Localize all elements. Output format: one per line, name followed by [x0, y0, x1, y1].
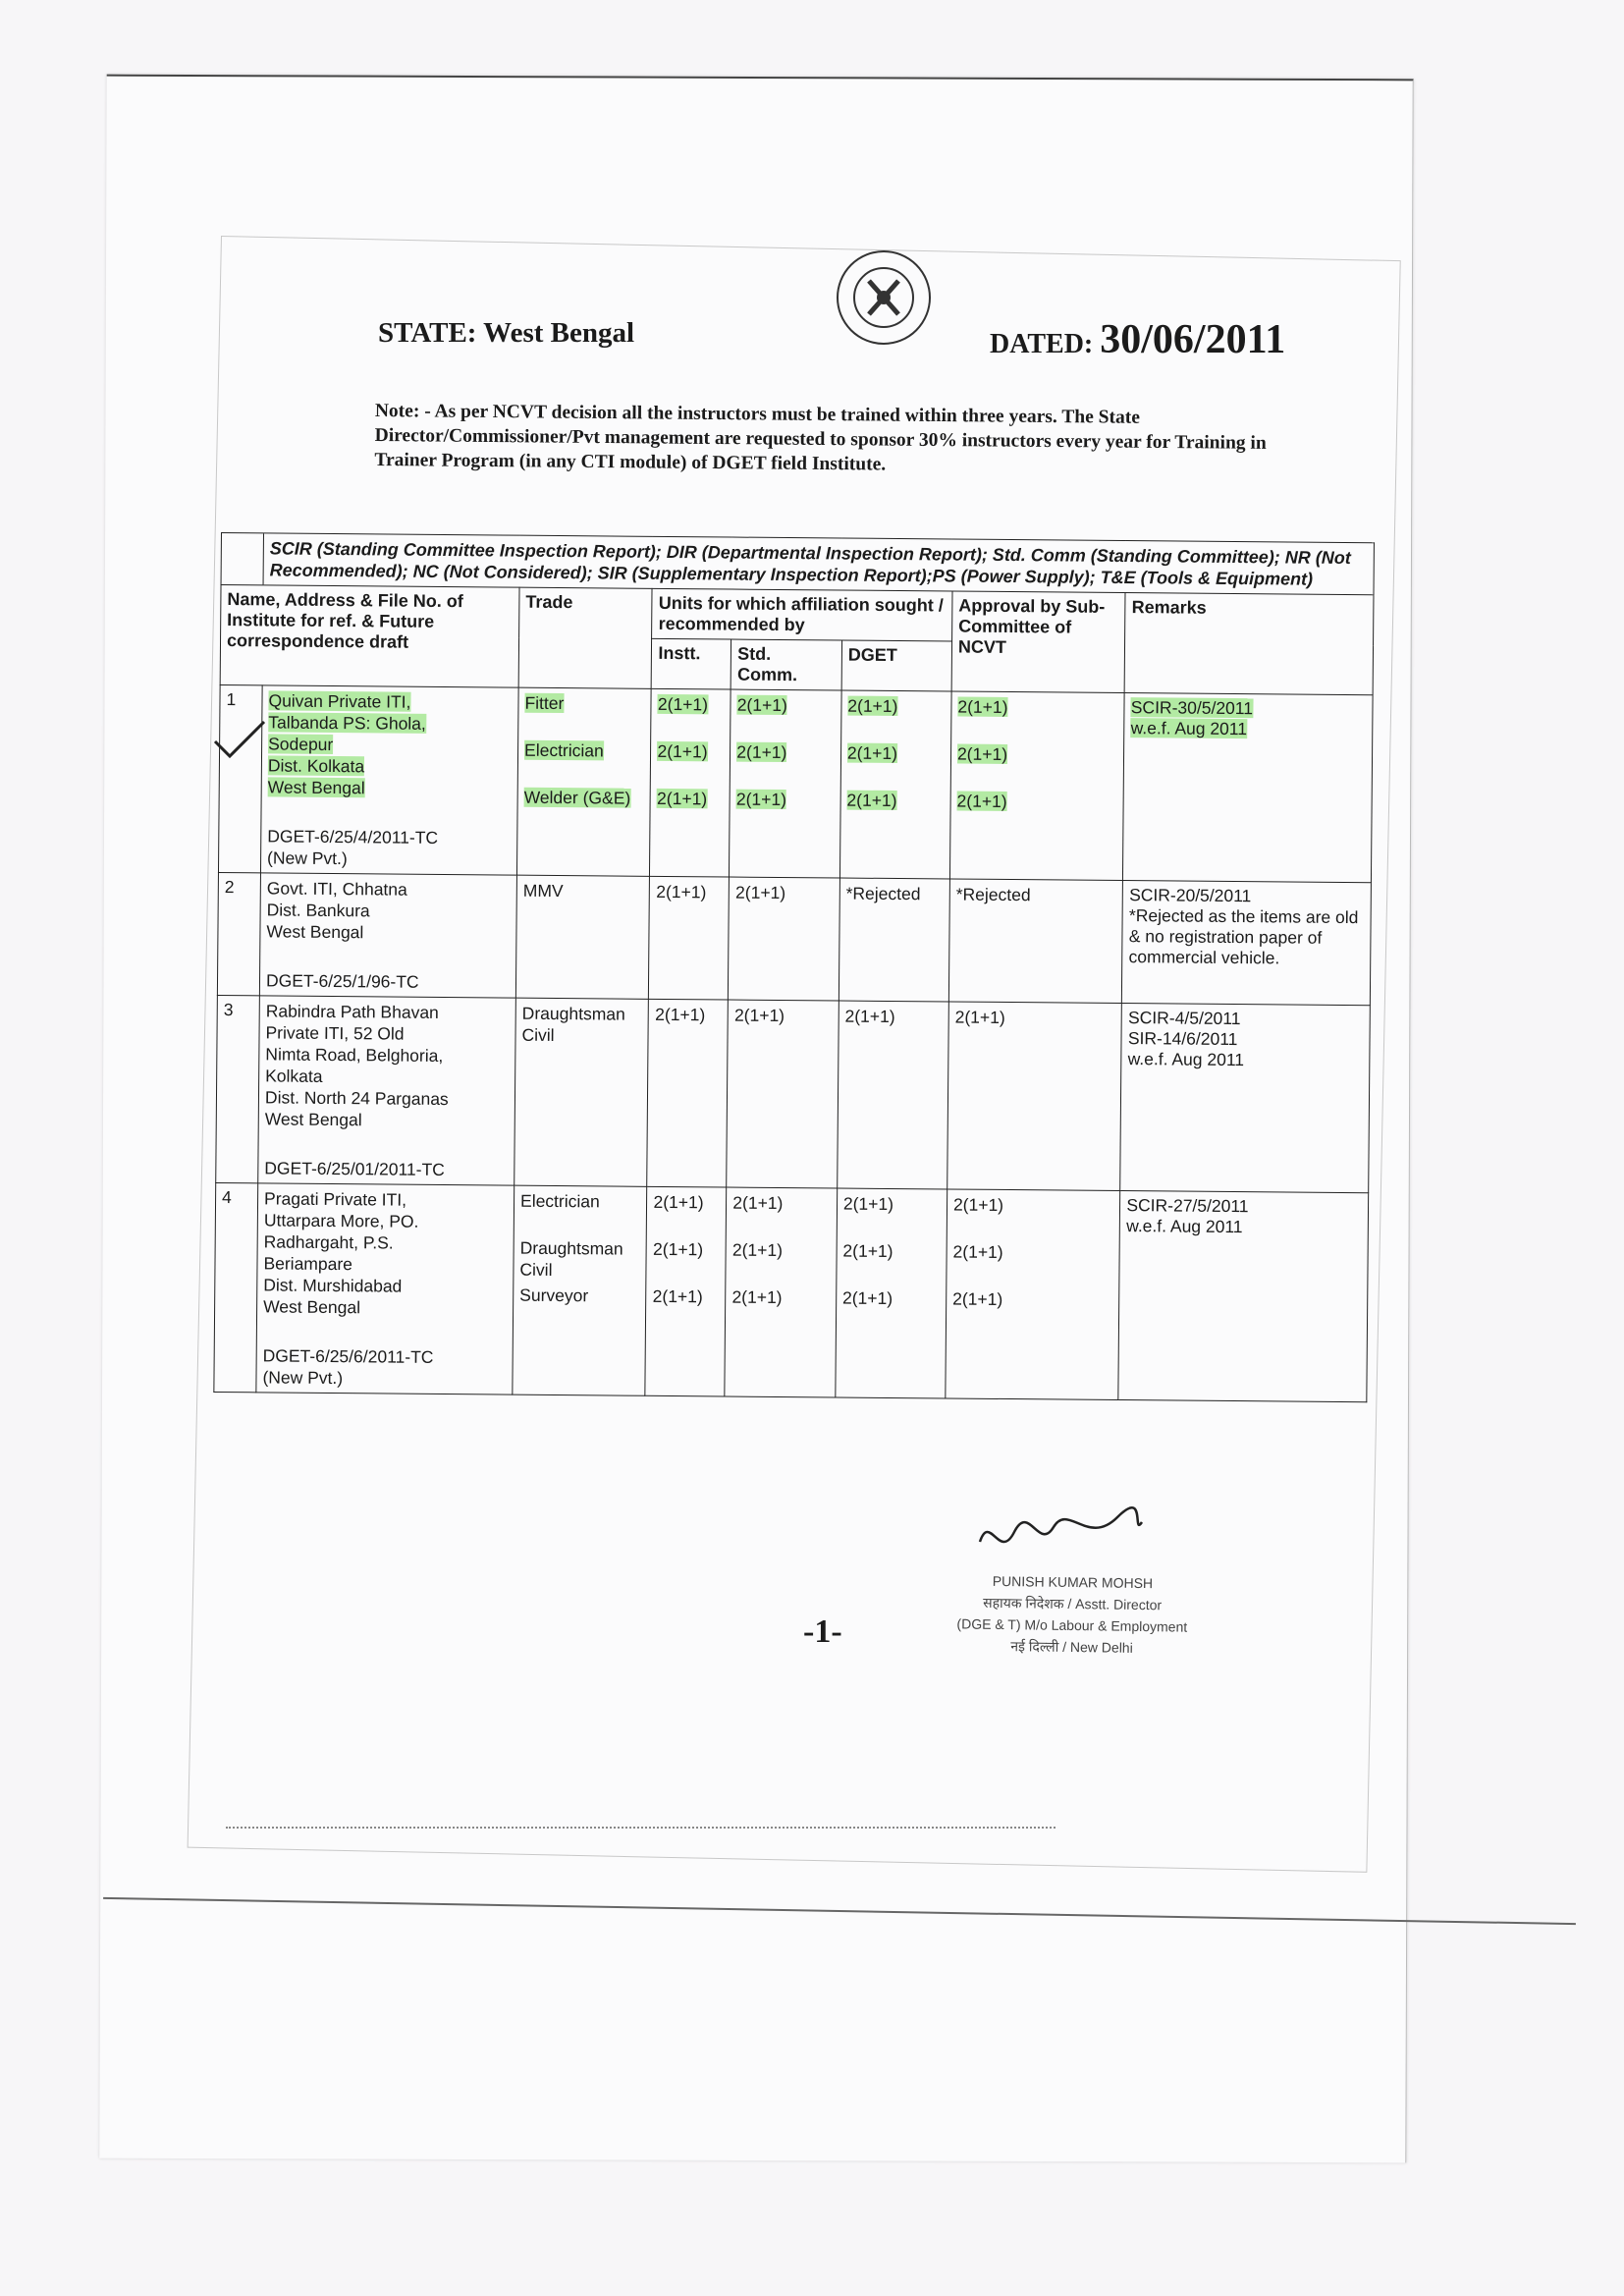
row-approval	[948, 879, 1122, 1004]
row-instt	[645, 1186, 727, 1396]
institute-line-text: West Bengal	[266, 921, 364, 943]
trade-value	[523, 880, 644, 928]
row-remarks	[1123, 693, 1373, 883]
institute-line	[264, 1230, 508, 1254]
institute-line-text: Beriampare	[263, 1253, 353, 1275]
institute-line-text: West Bengal	[267, 777, 365, 798]
file-number: DGET-6/25/6/2011-TC	[262, 1345, 434, 1367]
approval-text: 2(1+1)	[956, 791, 1007, 811]
stamp-ministry: (DGE & T) M/o Labour & Employment	[956, 1615, 1188, 1635]
dated-block	[990, 316, 1285, 363]
approval-value	[952, 1288, 1113, 1337]
institute-line	[268, 689, 512, 713]
std-text: 2(1+1)	[731, 1239, 784, 1261]
institute-line	[266, 920, 510, 944]
dget-value	[842, 1287, 941, 1336]
col-header-std: Std. Comm.	[731, 639, 841, 690]
instt-value	[657, 788, 724, 836]
officer-stamp	[885, 1568, 1259, 1660]
spacer	[266, 942, 510, 971]
row-trade	[514, 998, 649, 1186]
dget-text: *Rejected	[845, 883, 921, 904]
approval-value	[953, 1194, 1114, 1242]
divider	[226, 1827, 1056, 1829]
remark-text: SIR-14/6/2011	[1127, 1028, 1238, 1050]
remark-line	[1131, 697, 1367, 720]
instt-text: 2(1+1)	[657, 693, 709, 715]
std-text: 2(1+1)	[736, 694, 787, 716]
table-row	[218, 684, 1373, 882]
dget-text: 2(1+1)	[847, 695, 898, 717]
instt-text: 2(1+1)	[653, 1238, 704, 1260]
instt-value	[655, 1004, 722, 1052]
instt-value	[652, 1285, 719, 1334]
approval-value	[952, 1241, 1113, 1289]
std-value	[732, 1239, 831, 1287]
institute-line-text: West Bengal	[264, 1109, 362, 1130]
std-value	[736, 741, 835, 790]
table-row	[214, 1182, 1369, 1401]
instt-text: 2(1+1)	[652, 1285, 703, 1307]
row-dget	[839, 878, 949, 1002]
col-header-units: Units for which affiliation sought / recommended by	[652, 588, 952, 641]
instt-text: 2(1+1)	[657, 740, 708, 762]
trade-value	[520, 1190, 641, 1238]
remark-line	[1128, 905, 1364, 969]
row-trade	[513, 1185, 647, 1395]
trade-value	[524, 739, 645, 788]
instt-value	[653, 1238, 720, 1286]
instt-value	[656, 881, 723, 929]
page-number: -1-	[803, 1613, 842, 1650]
row-institute	[260, 685, 518, 875]
institute-line-text: Rabindra Path Bhavan	[265, 1001, 439, 1022]
trade-text: Surveyor	[519, 1285, 589, 1306]
row-instt	[647, 999, 728, 1187]
col-header-name: Name, Address & File No. of Institute for ref. & Future correspondence draft	[220, 585, 519, 688]
approval-text: *Rejected	[955, 884, 1031, 905]
file-number: DGET-6/25/01/2011-TC	[264, 1158, 445, 1180]
remark-line	[1128, 1008, 1364, 1030]
institute-line-text: Talbanda PS: Ghola,	[268, 712, 426, 734]
row-approval	[947, 1002, 1122, 1191]
dget-value	[845, 883, 944, 931]
institute-line	[265, 1043, 509, 1066]
row-institute	[259, 873, 516, 998]
institute-line-text: Nimta Road, Belghoria,	[265, 1044, 444, 1066]
col-header-instt: Instt.	[652, 638, 731, 689]
spacer	[264, 1129, 508, 1159]
trade-text: Electrician	[523, 739, 604, 761]
instt-text: 2(1+1)	[656, 881, 707, 902]
instt-value	[657, 740, 724, 789]
signature-icon	[970, 1503, 1147, 1571]
institute-line	[268, 733, 512, 756]
institute-line	[265, 1065, 509, 1088]
remark-text: SCIR-20/5/2011	[1129, 885, 1252, 906]
std-value	[735, 882, 834, 930]
dget-value	[844, 1006, 943, 1054]
institute-line-text: Kolkata	[265, 1066, 323, 1086]
row-serial: 1	[218, 684, 262, 872]
trade-text: Draughtsman Civil	[519, 1237, 623, 1280]
row-trade	[515, 875, 650, 999]
trade-text: Draughtsman Civil	[521, 1003, 625, 1045]
institute-line-text: Quivan Private ITI,	[268, 690, 411, 712]
col-header-trade: Trade	[518, 587, 652, 688]
institute-line	[267, 877, 511, 901]
remark-text: w.e.f. Aug 2011	[1126, 1216, 1243, 1237]
trade-text: Fitter	[524, 692, 565, 714]
institute-line-text: Radhargaht, P.S.	[263, 1231, 394, 1253]
institute-line	[268, 711, 512, 735]
std-text: 2(1+1)	[735, 789, 787, 810]
header-row	[221, 585, 1374, 645]
remark-text: SCIR-27/5/2011	[1126, 1195, 1249, 1217]
row-dget	[838, 1001, 949, 1189]
col-header-remarks: Remarks	[1124, 593, 1374, 695]
std-value	[732, 1192, 831, 1240]
row-instt	[649, 876, 730, 1000]
spacer	[267, 797, 511, 827]
dget-text: 2(1+1)	[846, 790, 897, 811]
institute-line-text: Dist. Kolkata	[267, 755, 365, 777]
std-text: 2(1+1)	[733, 1005, 785, 1026]
file-note: (New Pvt.)	[262, 1367, 344, 1389]
approval-text: 2(1+1)	[954, 1007, 1005, 1027]
std-value	[736, 789, 835, 837]
instt-value	[658, 693, 725, 741]
institute-line	[268, 776, 512, 799]
dget-value	[847, 742, 946, 791]
institute-line	[267, 899, 511, 922]
row-remarks	[1120, 1004, 1370, 1193]
remark-line	[1129, 885, 1365, 907]
row-std	[725, 1187, 837, 1397]
institute-line	[265, 1108, 509, 1131]
remark-line	[1126, 1216, 1362, 1238]
approval-text: 2(1+1)	[956, 743, 1008, 764]
trade-value	[519, 1237, 640, 1285]
approval-value	[955, 884, 1116, 932]
std-text: 2(1+1)	[734, 882, 786, 903]
approval-value	[957, 696, 1118, 744]
trade-text: Electrician	[519, 1190, 600, 1212]
row-dget	[839, 690, 951, 879]
row-approval	[946, 1189, 1120, 1400]
row-institute	[256, 1183, 514, 1394]
trade-value	[524, 692, 645, 740]
remark-line	[1128, 1028, 1364, 1051]
approval-text: 2(1+1)	[952, 1241, 1003, 1262]
institute-line-text: Sodepur	[268, 734, 334, 755]
col-header-dget: DGET	[841, 640, 952, 691]
institute-line	[264, 1187, 508, 1211]
row-std	[727, 1000, 839, 1188]
remark-line	[1126, 1195, 1362, 1218]
note-text: Note: - As per NCVT decision all the instructors must be trained within three years. The State Director/Commissioner/Pvt management are requested to sponsor 30% instructors every year for Training in Trainer Program (in any CTI module) of DGET field Institute.	[374, 400, 1267, 475]
remark-text: SCIR-4/5/2011	[1127, 1008, 1241, 1029]
std-text: 2(1+1)	[731, 1286, 783, 1308]
dget-value	[843, 1193, 942, 1241]
institute-line-text: Pragati Private ITI,	[263, 1188, 407, 1210]
file-number: DGET-6/25/1/96-TC	[265, 970, 419, 992]
institute-line-text: Govt. ITI, Chhatna	[266, 878, 407, 900]
row-serial: 4	[214, 1182, 258, 1392]
remark-text: *Rejected as the items are old & no registration paper of commercial vehicle.	[1128, 905, 1359, 968]
trade-value	[521, 1003, 642, 1051]
file-note: (New Pvt.)	[267, 847, 348, 869]
institute-line	[265, 1086, 509, 1110]
row-std	[729, 877, 840, 1001]
row-serial: 2	[217, 872, 260, 995]
trade-value	[523, 787, 644, 835]
institute-line	[263, 1295, 507, 1319]
approval-text: 2(1+1)	[952, 1194, 1004, 1215]
table-row	[216, 995, 1371, 1192]
row-instt	[650, 688, 731, 877]
remark-text: w.e.f. Aug 2011	[1130, 718, 1248, 739]
row-remarks	[1122, 881, 1372, 1006]
institute-line-text: Dist. Bankura	[266, 900, 370, 921]
affiliation-table	[213, 532, 1375, 1402]
std-text: 2(1+1)	[732, 1192, 784, 1214]
institute-line-text: Dist. North 24 Parganas	[264, 1087, 449, 1110]
dated-value: 30/06/2011	[1100, 317, 1286, 362]
row-approval	[949, 691, 1124, 881]
institute-line	[265, 1021, 509, 1045]
dget-text: 2(1+1)	[846, 742, 898, 764]
institute-line	[268, 754, 512, 778]
stamp-name: PUNISH KUMAR MOHSH	[992, 1572, 1154, 1592]
std-text: 2(1+1)	[736, 741, 787, 763]
dget-text: 2(1+1)	[842, 1193, 894, 1215]
stamp-city: नई दिल्ली / New Delhi	[1010, 1638, 1133, 1656]
table-row	[217, 872, 1371, 1005]
instt-text: 2(1+1)	[653, 1191, 704, 1213]
trade-text: Welder (G&E)	[523, 787, 631, 808]
instt-value	[653, 1191, 720, 1239]
trade-value	[519, 1285, 640, 1333]
institute-line	[263, 1274, 507, 1297]
institute-line-text: Uttarpara More, PO.	[263, 1210, 419, 1231]
row-remarks	[1118, 1191, 1369, 1402]
std-value	[736, 694, 835, 742]
legend-text: SCIR (Standing Committee Inspection Report); DIR (Departmental Inspection Report); Std. Comm (Standing Committee); NR (Not Recommended); NC (Not Considered); SIR (Supplementary Inspection Report);PS (Power Supply); T&E (Tools & Equipment)	[263, 533, 1374, 595]
emblem-icon	[837, 250, 931, 345]
dget-value	[846, 790, 945, 838]
approval-text: 2(1+1)	[952, 1288, 1003, 1309]
row-institute	[258, 996, 516, 1185]
file-number: DGET-6/25/4/2011-TC	[267, 826, 439, 847]
dget-value	[847, 695, 946, 743]
remark-line	[1128, 1049, 1364, 1071]
dated-label: DATED:	[990, 329, 1094, 359]
approval-value	[954, 1007, 1115, 1055]
remark-text: w.e.f. Aug 2011	[1127, 1049, 1245, 1070]
row-dget	[836, 1188, 947, 1398]
remark-line	[1131, 718, 1367, 740]
stamp-designation: सहायक निदेशक / Asstt. Director	[983, 1594, 1163, 1613]
approval-text: 2(1+1)	[957, 696, 1008, 718]
instt-text: 2(1+1)	[655, 1004, 706, 1025]
row-serial: 3	[216, 995, 260, 1182]
spacer	[263, 1317, 507, 1346]
dget-text: 2(1+1)	[841, 1287, 893, 1308]
institute-line	[264, 1209, 508, 1232]
row-std	[730, 689, 841, 878]
institute-line-text: Dist. Murshidabad	[263, 1275, 403, 1296]
institute-line-text: Private ITI, 52 Old	[265, 1022, 405, 1044]
approval-value	[956, 791, 1117, 839]
institute-line	[263, 1252, 507, 1276]
std-value	[734, 1005, 833, 1053]
dget-text: 2(1+1)	[844, 1006, 895, 1027]
approval-value	[957, 743, 1118, 792]
col-header-approval: Approval by Sub-Committee of NCVT	[951, 591, 1125, 693]
state-label: STATE: West Bengal	[378, 317, 635, 349]
instt-text: 2(1+1)	[657, 788, 708, 809]
dget-text: 2(1+1)	[842, 1240, 893, 1262]
row-trade	[516, 687, 651, 876]
institute-line	[266, 1000, 510, 1023]
trade-text: MMV	[522, 880, 564, 902]
dget-value	[842, 1240, 941, 1288]
remark-text: SCIR-30/5/2011	[1130, 697, 1254, 719]
institute-line-text: West Bengal	[263, 1296, 361, 1318]
std-value	[731, 1286, 830, 1335]
